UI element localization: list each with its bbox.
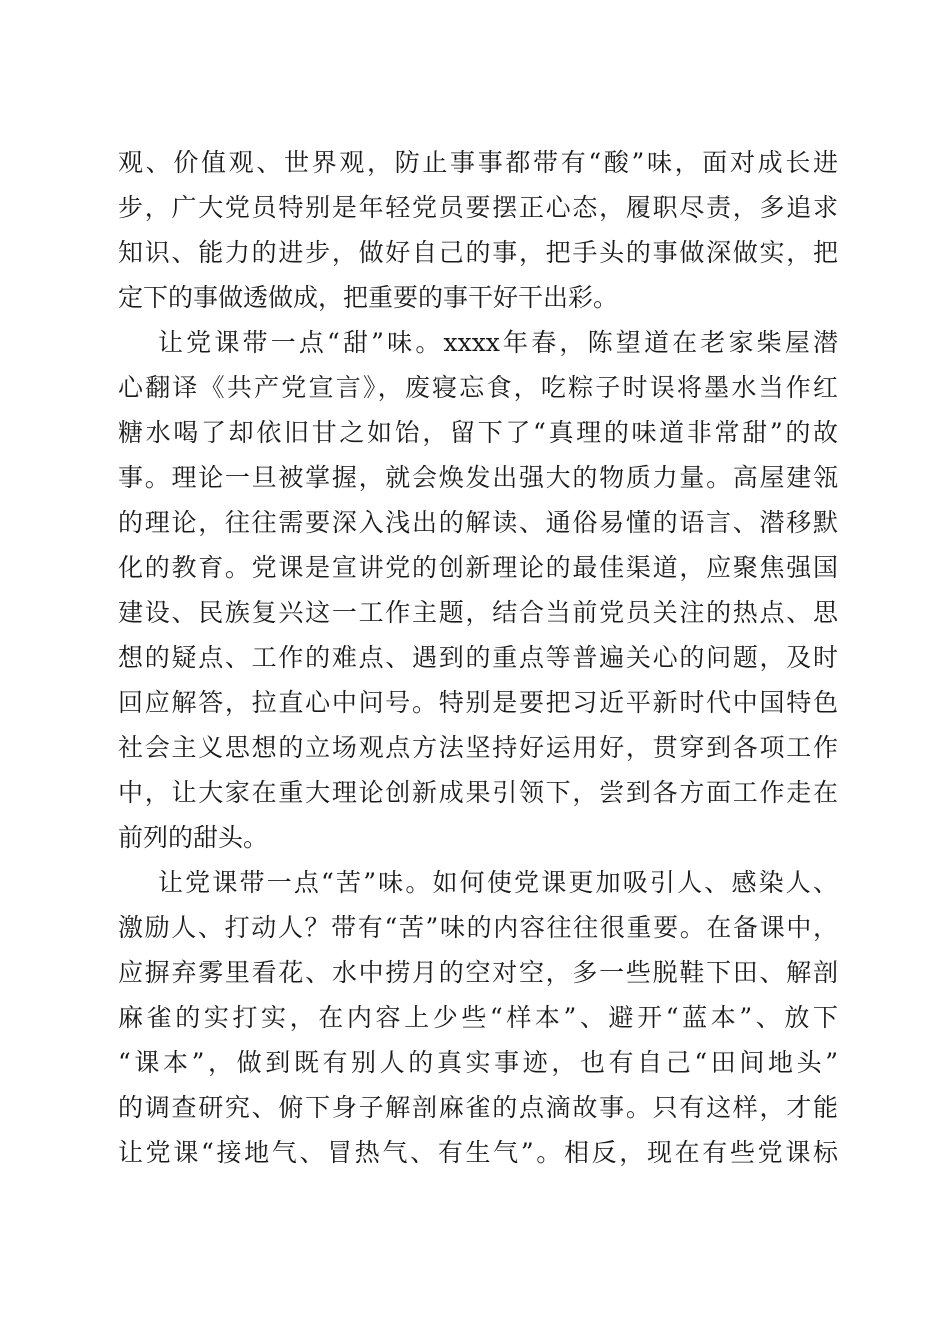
text-line: 让党课“接地气、冒热气、有生气”。相反，现在有些党课标	[118, 1138, 838, 1167]
text-line: 事。理论一旦被掌握，就会焕发出强大的物质力量。高屋建瓴	[118, 463, 838, 492]
text-line: 定下的事做透做成，把重要的事干好干出彩。	[118, 283, 619, 312]
text-line: 应摒弃雾里看花、水中捞月的空对空，多一些脱鞋下田、解剖	[118, 958, 838, 987]
text-line: 前列的甜头。	[118, 823, 269, 852]
text-line: 的调查研究、俯下身子解剖麻雀的点滴故事。只有这样，才能	[118, 1093, 838, 1122]
text-line: 化的教育。党课是宣讲党的创新理论的最佳渠道，应聚焦强国	[118, 553, 838, 582]
text-line: 想的疑点、工作的难点、遇到的重点等普遍关心的问题，及时	[118, 643, 838, 672]
text-line: 社会主义思想的立场观点方法坚持好运用好，贯穿到各项工作	[118, 733, 838, 762]
text-line: 激励人、打动人？带有“苦”味的内容往往很重要。在备课中，	[118, 913, 838, 942]
text-line: 心翻译《共产党宣言》，废寝忘食，吃粽子时误将墨水当作红	[118, 373, 838, 402]
text-line: 回应解答，拉直心中问号。特别是要把习近平新时代中国特色	[118, 688, 838, 717]
text-line: “课本”，做到既有别人的真实事迹，也有自己“田间地头”	[118, 1048, 838, 1077]
text-line: 糖水喝了却依旧甘之如饴，留下了“真理的味道非常甜”的故	[118, 418, 838, 447]
text-line: 让党课带一点“苦”味。如何使党课更加吸引人、感染人、	[158, 868, 838, 897]
text-line: 步，广大党员特别是年轻党员要摆正心态，履职尽责，多追求	[118, 193, 838, 222]
text-line: 知识、能力的进步，做好自己的事，把手头的事做深做实，把	[118, 238, 838, 267]
text-line: 观、价值观、世界观，防止事事都带有“酸”味，面对成长进	[118, 148, 838, 177]
text-line: 中，让大家在重大理论创新成果引领下，尝到各方面工作走在	[118, 778, 838, 807]
text-line: 让党课带一点“甜”味。xxxx年春，陈望道在老家柴屋潜	[158, 328, 838, 357]
text-line: 建设、民族复兴这一工作主题，结合当前党员关注的热点、思	[118, 598, 838, 627]
text-line: 的理论，往往需要深入浅出的解读、通俗易懂的语言、潜移默	[118, 508, 838, 537]
document-page	[118, 140, 838, 1175]
text-line: 麻雀的实打实，在内容上少些“样本”、避开“蓝本”、放下	[118, 1003, 838, 1032]
